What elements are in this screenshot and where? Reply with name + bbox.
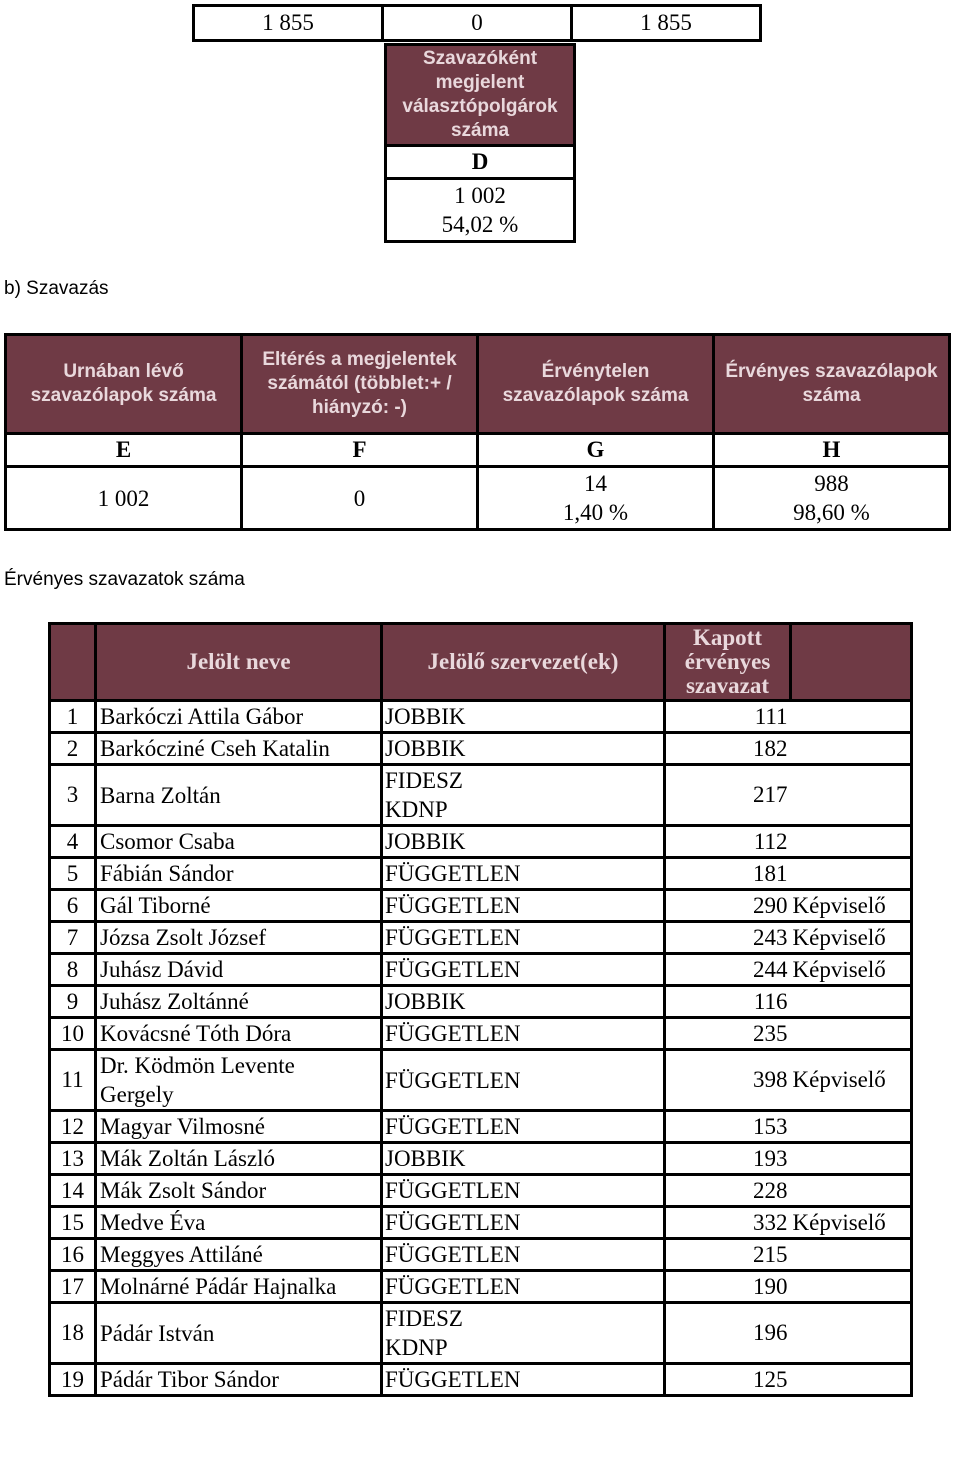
table-row — [50, 1239, 912, 1271]
nominating-org — [382, 890, 665, 922]
results-section-label: Érvényes szavazatok száma — [4, 569, 245, 590]
top-summary-table — [192, 4, 762, 42]
row-number: 14 — [50, 1175, 96, 1207]
table-row — [50, 922, 912, 954]
vote-count: 181 — [665, 858, 791, 890]
org-line: FÜGGETLEN — [385, 1067, 521, 1093]
org-line: FÜGGETLEN — [385, 925, 521, 950]
nominating-org — [382, 1271, 665, 1303]
elected-note: Képviselő — [791, 954, 912, 986]
invalid-ballots-value — [478, 467, 714, 530]
vote-count: 190 — [665, 1271, 791, 1303]
table-row — [50, 1050, 912, 1111]
org-line: FÜGGETLEN — [385, 1242, 521, 1267]
org-line: FÜGGETLEN — [385, 1114, 521, 1139]
valid-ballots-header: Érvényes szavazólapok száma — [714, 335, 950, 434]
row-number: 18 — [50, 1303, 96, 1364]
turnout-letter: D — [386, 146, 575, 179]
vote-count: 398 — [665, 1050, 791, 1111]
column-letter: H — [714, 434, 950, 467]
row-number: 15 — [50, 1207, 96, 1239]
org-line: FÜGGETLEN — [385, 861, 521, 886]
results-header-row — [50, 624, 912, 701]
org-line: JOBBIK — [385, 736, 466, 761]
elected-note — [791, 765, 912, 826]
table-row — [50, 1364, 912, 1396]
table-row — [50, 1271, 912, 1303]
org-line: FÜGGETLEN — [385, 1021, 521, 1046]
note-header — [791, 624, 912, 701]
value-percent: 98,60 % — [793, 500, 870, 525]
org-line: FIDESZ — [385, 1306, 463, 1331]
table-row — [50, 701, 912, 733]
candidate-name-line: Fábián Sándor — [100, 861, 234, 886]
ballots-in-urn-header: Urnában lévő szavazólapok száma — [6, 335, 242, 434]
elected-note: Képviselő — [791, 1050, 912, 1111]
nominating-org — [382, 701, 665, 733]
table-row — [50, 954, 912, 986]
nominating-org — [382, 858, 665, 890]
candidate-name-line: Magyar Vilmosné — [100, 1114, 265, 1139]
elected-note — [791, 733, 912, 765]
row-number: 6 — [50, 890, 96, 922]
row-number: 12 — [50, 1111, 96, 1143]
candidate-name-line: Molnárné Pádár Hajnalka — [100, 1274, 337, 1299]
candidate-name — [96, 1303, 382, 1364]
column-letter: E — [6, 434, 242, 467]
vote-count: 244 — [665, 954, 791, 986]
candidate-name-line: Juhász Zoltánné — [100, 989, 249, 1014]
org-line: FÜGGETLEN — [385, 893, 521, 918]
elected-note — [791, 1364, 912, 1396]
candidate-name — [96, 1271, 382, 1303]
table-row — [50, 858, 912, 890]
vote-count: 215 — [665, 1239, 791, 1271]
vote-count: 196 — [665, 1303, 791, 1364]
row-number: 19 — [50, 1364, 96, 1396]
nominating-org — [382, 954, 665, 986]
turnout-percent: 54,02 % — [441, 212, 519, 237]
nominating-org-header: Jelölő szervezet(ek) — [382, 624, 665, 701]
elected-note — [791, 1143, 912, 1175]
candidate-name-line: Pádár István — [100, 1320, 215, 1346]
org-line: FÜGGETLEN — [385, 1367, 521, 1392]
voting-table — [4, 333, 951, 531]
candidate-name — [96, 1175, 382, 1207]
turnout-table — [384, 43, 576, 243]
top-summary-cell: 0 — [383, 6, 572, 41]
elected-note — [791, 858, 912, 890]
elected-note: Képviselő — [791, 890, 912, 922]
candidate-name-line: Medve Éva — [100, 1210, 206, 1235]
elected-note — [791, 1175, 912, 1207]
column-letter: F — [242, 434, 478, 467]
org-line: JOBBIK — [385, 704, 466, 729]
vote-count: 182 — [665, 733, 791, 765]
candidate-name-line: Mák Zsolt Sándor — [100, 1178, 267, 1203]
candidate-name-line: Gál Tiborné — [100, 893, 211, 918]
nominating-org — [382, 1018, 665, 1050]
row-number: 4 — [50, 826, 96, 858]
table-row — [50, 1175, 912, 1207]
nominating-org — [382, 922, 665, 954]
deviation-header: Eltérés a megjelentek számától (többlet:+ / hiányzó: -) — [242, 335, 478, 434]
value-line: 1 002 — [97, 485, 150, 511]
turnout-header: Szavazóként megjelent választópolgárok száma — [386, 45, 575, 146]
candidate-name-line: Barna Zoltán — [100, 782, 221, 808]
vote-count: 153 — [665, 1111, 791, 1143]
voting-section-label: b) Szavazás — [4, 278, 109, 299]
vote-count: 125 — [665, 1364, 791, 1396]
nominating-org — [382, 733, 665, 765]
candidate-name-line: Barkóczi Attila Gábor — [100, 704, 304, 729]
elected-note — [791, 826, 912, 858]
table-row — [50, 1143, 912, 1175]
org-line: KDNP — [385, 797, 448, 822]
candidate-name — [96, 1143, 382, 1175]
table-row — [50, 986, 912, 1018]
candidate-name — [96, 826, 382, 858]
org-line: FÜGGETLEN — [385, 1274, 521, 1299]
nominating-org — [382, 986, 665, 1018]
candidate-name-line: Barkócziné Cseh Katalin — [100, 736, 330, 761]
candidate-name — [96, 890, 382, 922]
candidate-name-line: Kovácsné Tóth Dóra — [100, 1021, 292, 1046]
elected-note — [791, 1271, 912, 1303]
votes-header: Kapott érvényes szavazat — [665, 624, 791, 701]
nominating-org — [382, 826, 665, 858]
candidate-name — [96, 1239, 382, 1271]
table-row — [50, 890, 912, 922]
elected-note — [791, 701, 912, 733]
candidate-name-line: Mák Zoltán László — [100, 1146, 276, 1171]
number-header — [50, 624, 96, 701]
org-line: JOBBIK — [385, 829, 466, 854]
elected-note — [791, 1111, 912, 1143]
org-line: FIDESZ — [385, 768, 463, 793]
nominating-org — [382, 1111, 665, 1143]
vote-count: 290 — [665, 890, 791, 922]
org-line: JOBBIK — [385, 1146, 466, 1171]
top-summary-cell: 1 855 — [572, 6, 761, 41]
nominating-org — [382, 1207, 665, 1239]
candidate-name — [96, 1207, 382, 1239]
candidate-name-line: Csomor Csaba — [100, 829, 235, 854]
nominating-org — [382, 1303, 665, 1364]
deviation-value — [242, 467, 478, 530]
candidate-name — [96, 1111, 382, 1143]
row-number: 7 — [50, 922, 96, 954]
table-row — [50, 1111, 912, 1143]
voting-value-row — [6, 467, 950, 530]
row-number: 5 — [50, 858, 96, 890]
candidate-name-header: Jelölt neve — [96, 624, 382, 701]
row-number: 13 — [50, 1143, 96, 1175]
org-line: FÜGGETLEN — [385, 1178, 521, 1203]
elected-note: Képviselő — [791, 1207, 912, 1239]
elected-note — [791, 986, 912, 1018]
table-row — [50, 765, 912, 826]
row-number: 11 — [50, 1050, 96, 1111]
vote-count: 193 — [665, 1143, 791, 1175]
nominating-org — [382, 765, 665, 826]
invalid-ballots-header: Érvénytelen szavazólapok száma — [478, 335, 714, 434]
column-letter: G — [478, 434, 714, 467]
row-number: 3 — [50, 765, 96, 826]
vote-count: 217 — [665, 765, 791, 826]
candidate-name-line: Pádár Tibor Sándor — [100, 1367, 279, 1392]
row-number: 17 — [50, 1271, 96, 1303]
table-row — [50, 826, 912, 858]
value-percent: 1,40 % — [562, 500, 629, 525]
candidate-name-line: Meggyes Attiláné — [100, 1242, 263, 1267]
nominating-org — [382, 1143, 665, 1175]
valid-ballots-value — [714, 467, 950, 530]
vote-count: 111 — [665, 701, 791, 733]
table-row — [50, 1303, 912, 1364]
candidate-name — [96, 954, 382, 986]
candidate-name — [96, 1050, 382, 1111]
vote-count: 332 — [665, 1207, 791, 1239]
nominating-org — [382, 1239, 665, 1271]
candidate-name — [96, 733, 382, 765]
ballots-in-urn-value — [6, 467, 242, 530]
top-summary-row — [194, 6, 761, 41]
row-number: 1 — [50, 701, 96, 733]
candidate-name-line: Gergely — [100, 1082, 174, 1107]
org-line: FÜGGETLEN — [385, 1210, 521, 1235]
nominating-org — [382, 1364, 665, 1396]
row-number: 8 — [50, 954, 96, 986]
vote-count: 112 — [665, 826, 791, 858]
table-row — [50, 1207, 912, 1239]
vote-count: 235 — [665, 1018, 791, 1050]
org-line: KDNP — [385, 1335, 448, 1360]
candidate-name — [96, 765, 382, 826]
elected-note — [791, 1018, 912, 1050]
candidate-name — [96, 922, 382, 954]
org-line: FÜGGETLEN — [385, 957, 521, 982]
nominating-org — [382, 1175, 665, 1207]
voting-header-row — [6, 335, 950, 434]
elected-note — [791, 1303, 912, 1364]
candidate-name — [96, 701, 382, 733]
voting-letter-row — [6, 434, 950, 467]
value-line: 14 — [584, 471, 607, 496]
candidate-name-line: Józsa Zsolt József — [100, 925, 267, 950]
nominating-org — [382, 1050, 665, 1111]
row-number: 10 — [50, 1018, 96, 1050]
elected-note: Képviselő — [791, 922, 912, 954]
elected-note — [791, 1239, 912, 1271]
candidate-name — [96, 858, 382, 890]
row-number: 9 — [50, 986, 96, 1018]
row-number: 2 — [50, 733, 96, 765]
candidate-name — [96, 1364, 382, 1396]
turnout-count: 1 002 — [454, 183, 506, 208]
turnout-value — [386, 179, 575, 242]
candidate-name — [96, 986, 382, 1018]
top-summary-cell: 1 855 — [194, 6, 383, 41]
table-row — [50, 1018, 912, 1050]
value-line: 988 — [814, 471, 849, 496]
candidate-name-line: Juhász Dávid — [100, 957, 224, 982]
row-number: 16 — [50, 1239, 96, 1271]
vote-count: 243 — [665, 922, 791, 954]
results-table — [48, 622, 913, 1397]
candidate-name — [96, 1018, 382, 1050]
value-line: 0 — [353, 485, 366, 511]
org-line: JOBBIK — [385, 989, 466, 1014]
vote-count: 228 — [665, 1175, 791, 1207]
candidate-name-line: Dr. Ködmön Levente — [100, 1053, 295, 1078]
table-row — [50, 733, 912, 765]
vote-count: 116 — [665, 986, 791, 1018]
